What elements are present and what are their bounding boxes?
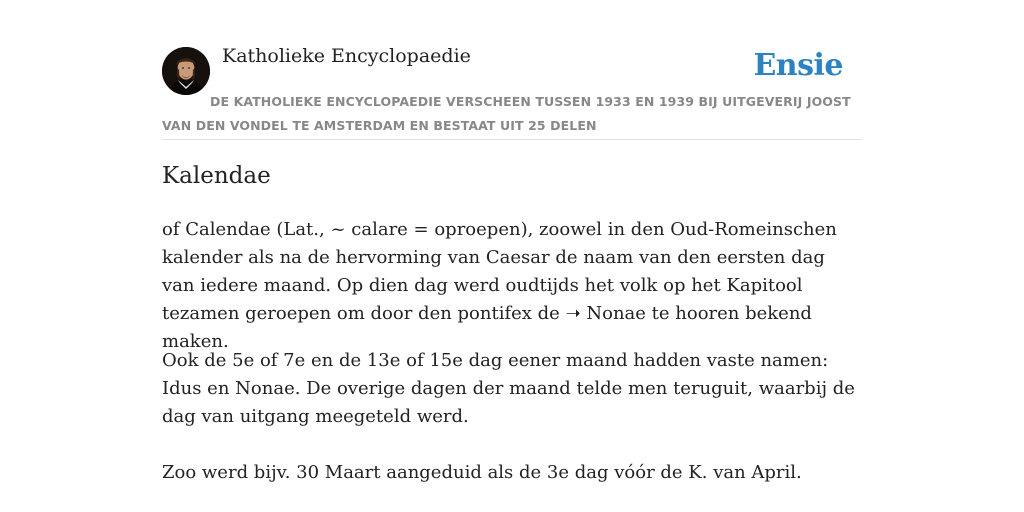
article-paragraph-2: Ook de 5e of 7e en de 13e of 15e dag eener maand hadden vaste namen: Idus en Nonae. De overige dagen der maand telde men teruguit, waarbij de dag van uitgang meegeteld werd. — [162, 350, 855, 427]
article-paragraph-1 — [162, 216, 862, 356]
nonae-link[interactable]: ➝ Nonae — [565, 303, 646, 324]
avatar[interactable] — [162, 47, 210, 95]
paragraph-text: te hooren bekend maken. — [162, 303, 812, 352]
page-container — [162, 0, 862, 512]
site-tagline: DE KATHOLIEKE ENCYCLOPAEDIE VERSCHEEN TUSSEN 1933 EN 1939 BIJ UITGEVERIJ JOOST VAN DEN VONDEL TE AMSTERDAM EN BESTAAT UIT 25 DELEN — [162, 94, 851, 133]
article-paragraph-3: Zoo werd bijv. 30 Maart aangeduid als de 3e dag vóór de K. van April. — [162, 462, 802, 483]
article-title: Kalendae — [162, 163, 271, 189]
site-title[interactable]: Katholieke Encyclopaedie — [222, 45, 471, 67]
brand-logo[interactable]: Ensie — [753, 48, 843, 83]
portrait-avatar-icon — [162, 47, 210, 95]
paragraph-text: of Calendae (Lat., ~ calare = oproepen), zoowel in den Oud-Romeinschen kalender als na de hervorming van Caesar de naam van den eersten dag van iedere maand. Op dien dag werd oudtijds het volk op het Kapitool tezamen geroepen om door den pontifex de — [162, 219, 837, 324]
header — [162, 0, 862, 140]
